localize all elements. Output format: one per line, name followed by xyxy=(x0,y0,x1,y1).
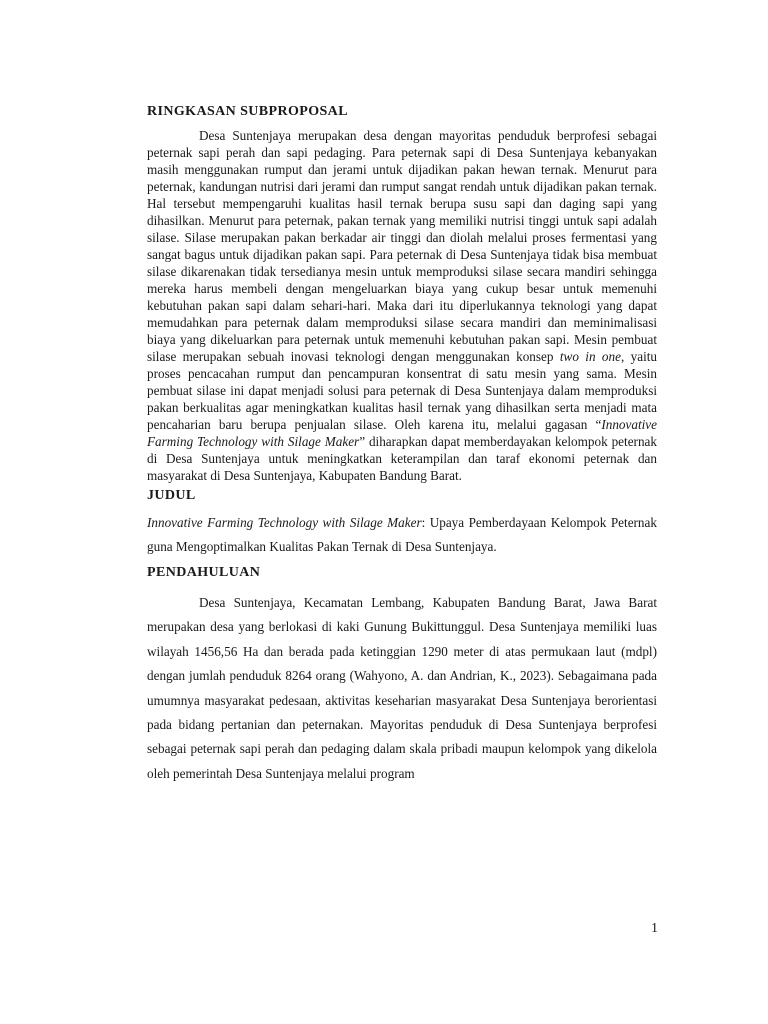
ringkasan-paragraph xyxy=(147,127,657,484)
ringkasan-text-part1: Desa Suntenjaya merupakan desa dengan mayoritas penduduk berprofesi sebagai peternak sapi perah dan sapi pedaging. Para peternak sapi di Desa Suntenjaya kebanyakan masih menggunakan rumput dan jerami untuk dijadikan pakan hewan ternak. Menurut para peternak, kandungan nutrisi dari jerami dan rumput sangat rendah untuk dijadikan pakan ternak. Hal tersebut mempengaruhi kualitas hasil ternak berupa susu sapi dan daging sapi yang dihasilkan. Menurut para peternak, pakan ternak yang memiliki nutrisi tinggi untuk sapi adalah silase. Silase merupakan pakan berkadar air tinggi dan diolah melalui proses fermentasi yang sangat bagus untuk dijadikan pakan sapi. Para peternak di Desa Suntenjaya tidak bisa membuat silase dikarenakan tidak tersedianya mesin untuk memproduksi silase secara mandiri sehingga mereka harus membeli dengan mengeluarkan biaya yang cukup besar untuk memenuhi kebutuhan pakan sapi dalam sehari-hari. Maka dari itu diperlukannya teknologi yang dapat memudahkan para peternak dalam memproduksi silase secara mandiri dan meminimalisasi biaya yang dikeluarkan para peternak untuk memenuhi kebutuhan pakan sapi. Mesin pembuat silase merupakan sebuah inovasi teknologi dengan menggunakan konsep xyxy=(147,128,657,364)
judul-italic-title: Innovative Farming Technology with Silage Maker xyxy=(147,515,422,530)
ringkasan-heading: RINGKASAN SUBPROPOSAL xyxy=(147,104,348,119)
page-content xyxy=(147,101,657,786)
judul-paragraph xyxy=(147,511,657,559)
pendahuluan-heading: PENDAHULUAN xyxy=(147,565,261,580)
judul-heading: JUDUL xyxy=(147,488,196,503)
pendahuluan-paragraph: Desa Suntenjaya, Kecamatan Lembang, Kabupaten Bandung Barat, Jawa Barat merupakan desa yang berlokasi di kaki Gunung Bukittunggul. Desa Suntenjaya memiliki luas wilayah 1456,56 Ha dan berada pada ketinggian 1290 meter di atas permukaan laut (mdpl) dengan jumlah penduduk 8264 orang (Wahyono, A. dan Andrian, K., 2023). Sebagaimana pada umumnya masyarakat pedesaan, aktivitas keseharian masyarakat Desa Suntenjaya berorientasi pada bidang pertanian dan peternakan. Mayoritas penduduk di Desa Suntenjaya berprofesi sebagai peternak sapi perah dan pedaging dalam skala pribadi maupun kelompok yang dikelola oleh pemerintah Desa Suntenjaya melalui program xyxy=(147,595,657,781)
ringkasan-italic-title: Innovative Farming Technology with Silage Maker xyxy=(147,417,657,449)
ringkasan-text-part3: ” diharapkan dapat memberdayakan kelompok peternak di Desa Suntenjaya untuk meningkatkan keterampilan dan taraf ekonomi peternak dan masyarakat di Desa Suntenjaya, Kabupaten Bandung Barat. xyxy=(147,434,657,483)
ringkasan-text-part2: , yaitu proses pencacahan rumput dan pencampuran konsentrat di satu mesin yang sama. Mesin pembuat silase ini dapat menjadi solusi para peternak di Desa Suntenjaya dalam memproduksi pakan berkualitas agar meningkatkan kualitas hasil ternak yang dihasilkan serta menjadi mata pencaharian baru berupa penjualan silase. Oleh karena itu, melalui gagasan “ xyxy=(147,349,658,432)
judul-text-rest: : Upaya Pemberdayaan Kelompok Peternak guna Mengoptimalkan Kualitas Pakan Ternak di Desa Suntenjaya. xyxy=(147,515,657,554)
page-number: 1 xyxy=(651,921,658,936)
ringkasan-italic-two-in-one: two in one xyxy=(559,349,621,364)
